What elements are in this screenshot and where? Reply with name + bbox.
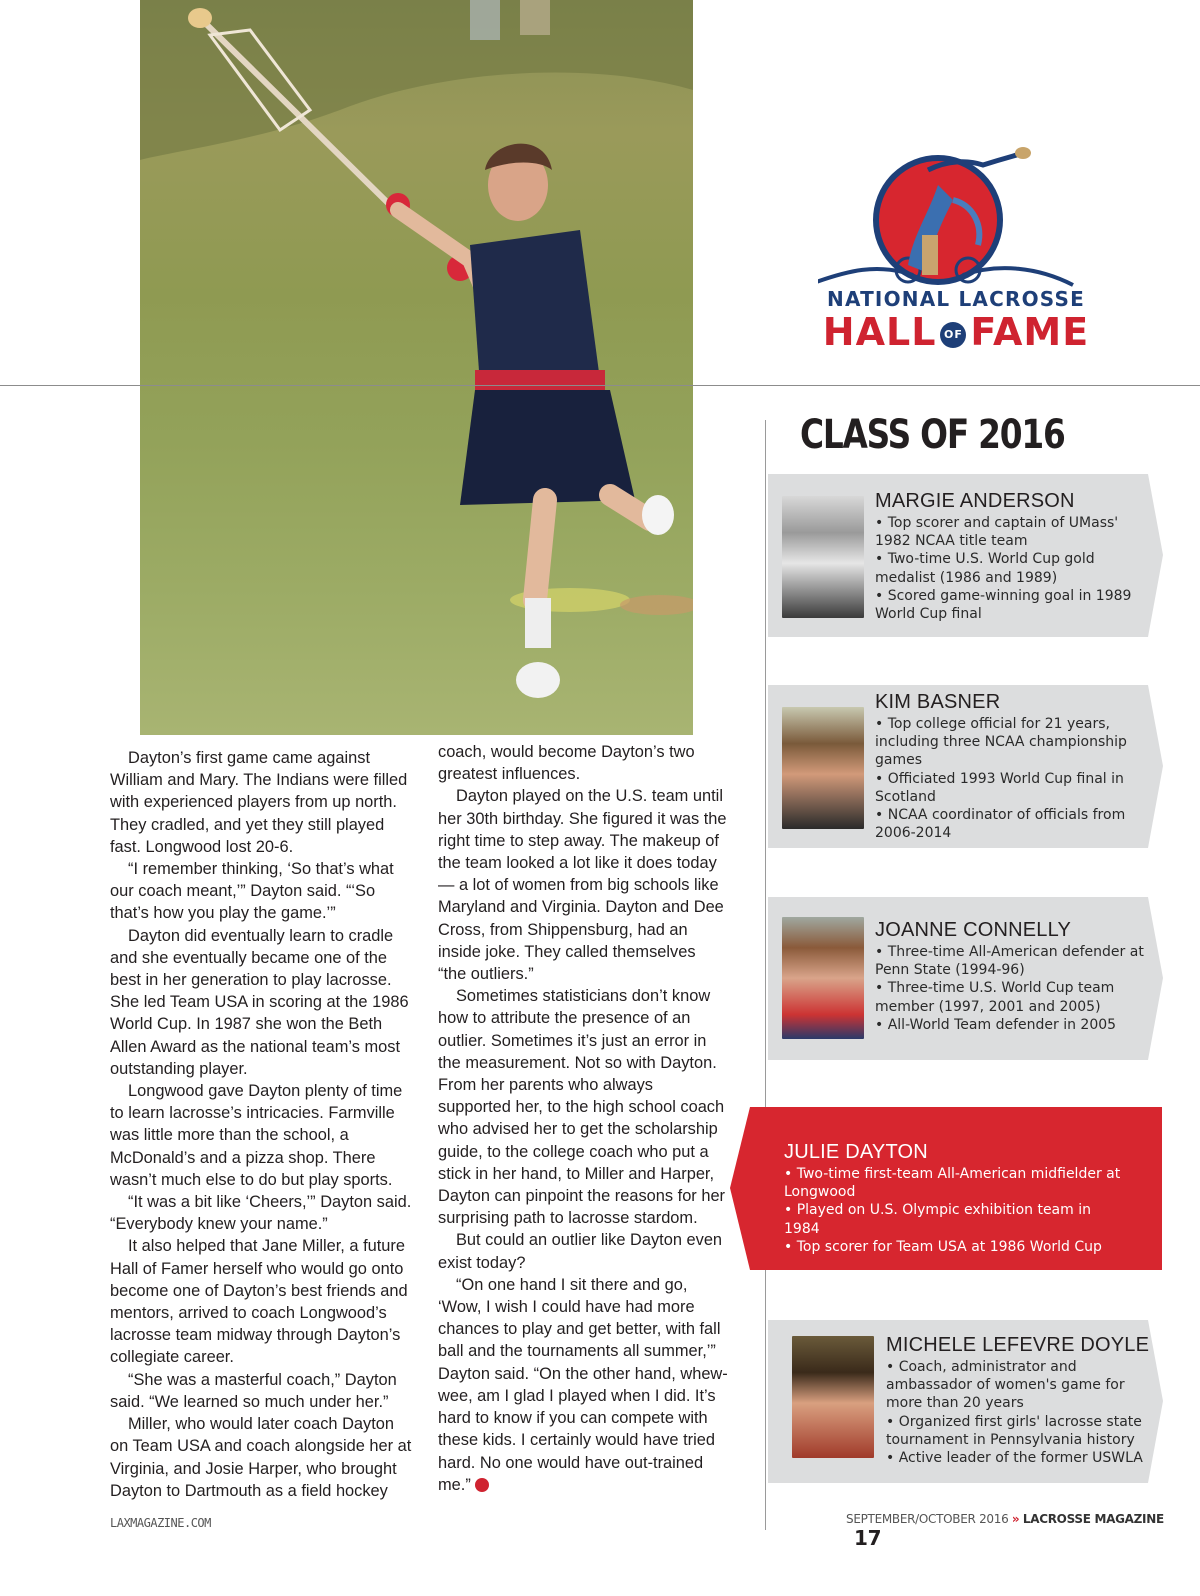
inductee-photo — [782, 496, 864, 618]
article-paragraph: Sometimes statisticians don’t know how to attribute the presence of an outlier. Sometimes it’s just an error in the measurement. Not so with Dayton. From her parents who always supported her, to the high school coach who advised her to get the scholarship guide, to the college coach who put a stick in her hand, to Miller and Harper, Dayton can pinpoint the reasons for her surprising path to lacrosse stardom. — [438, 987, 726, 1228]
article-paragraph: “It was a bit like ‘Cheers,’” Dayton said. “Everybody knew your name.” — [110, 1193, 412, 1234]
article-paragraph: Dayton played on the U.S. team until her 30th birthday. She figured it was the right time to step away. The makeup of the team looked a lot like it does today — a lot of women from big schools like Maryland and Virginia. Dayton and Dee Cross, from Shippensburg, had an inside joke. They called themselves “the outliers.” — [438, 787, 727, 984]
article-paragraph: “She was a masterful coach,” Dayton said. “We learned so much under her.” — [110, 1370, 397, 1411]
article-final-text: “On one hand I sit there and go, ‘Wow, I wish I could have had more chances to play and get better, with fall ball and the tournaments all summer,’” Dayton said. “On the other hand, whew-wee, am I glad I played when I did. It’s hard to know if you can compete with these kids. I certainly would have tried hard. No one would have out-trained me.” — [438, 1275, 728, 1494]
footer-folio — [846, 1512, 1200, 1550]
inductee-name: JULIE DAYTON — [784, 1141, 928, 1163]
inductee-bullet: • Top scorer for Team USA at 1986 World Cup — [784, 1238, 1124, 1256]
inductee-bullet: • Two-time U.S. World Cup gold medalist (1986 and 1989) — [875, 550, 1155, 586]
inductee-photo — [792, 1336, 874, 1458]
inductee-bullet: • Organized first girls' lacrosse state tournament in Pennsylvania history — [886, 1413, 1158, 1449]
inductee-card-michele-lefevre-doyle — [768, 1320, 1163, 1483]
class-of-2016-title: CLASS OF 2016 — [800, 412, 1065, 458]
page-number: 17 — [854, 1526, 882, 1550]
logo-word-fame: FAME — [970, 310, 1090, 354]
article-paragraph: Longwood gave Dayton plenty of time to learn lacrosse’s intricacies. Farmville was little more than the school, a McDonald’s and a pizza shop. There wasn’t much else to do but play sports. — [110, 1082, 403, 1189]
article-paragraph: Miller, who would later coach Dayton on Team USA and coach alongside her at Virginia, and Josie Harper, who brought Dayton to Dartmouth as a field hockey — [110, 1415, 412, 1500]
inductee-card-joanne-connelly — [768, 897, 1163, 1060]
inductee-photo — [782, 917, 864, 1039]
article-paragraph: But could an outlier like Dayton even exist today? — [438, 1231, 723, 1272]
inductee-card-margie-anderson — [768, 474, 1163, 637]
logo-of-badge: OF — [940, 322, 966, 348]
article-paragraph-final — [438, 1274, 728, 1496]
article-paragraph: Dayton did eventually learn to cradle and she eventually became one of the best in her generation to play lacrosse. She led Team USA in scoring at the 1986 World Cup. In 1987 she won the Beth Allen Award as the national team’s most outstanding player. — [110, 926, 409, 1078]
inductee-photo — [782, 707, 864, 829]
article-paragraph: It also helped that Jane Miller, a future Hall of Famer herself who would go onto become one of Dayton’s best friends and mentors, arrived to coach Longwood’s lacrosse team midway through Dayton’s collegiate career. — [110, 1237, 408, 1367]
end-mark-icon — [475, 1478, 489, 1492]
inductee-name: JOANNE CONNELLY — [875, 919, 1072, 941]
inductee-card-julie-dayton — [730, 1107, 1162, 1270]
inductee-bullet: • NCAA coordinator of officials from 2006-2014 — [875, 806, 1157, 842]
inductee-bullet: • Top scorer and captain of UMass' 1982 NCAA title team — [875, 514, 1155, 550]
logo-text-national-lacrosse: NATIONAL LACROSSE — [827, 287, 1085, 311]
inductee-bullet: • Coach, administrator and ambassador of women's game for more than 20 years — [886, 1358, 1158, 1413]
inductee-bullet: • Two-time first-team All-American midfielder at Longwood — [784, 1165, 1124, 1201]
inductee-bullet: • Scored game-winning goal in 1989 World Cup final — [875, 587, 1155, 623]
logo-text-hall-of-fame — [816, 310, 1096, 354]
inductee-bullet: • Three-time U.S. World Cup team member (1997, 2001 and 2005) — [875, 979, 1157, 1015]
article-column-1 — [110, 747, 416, 1502]
horizontal-divider — [0, 385, 1200, 386]
inductee-bullet: • Three-time All-American defender at Penn State (1994-96) — [875, 943, 1157, 979]
footer-separator: » — [1011, 1512, 1020, 1526]
footer-site: LAXMAGAZINE.COM — [110, 1516, 211, 1530]
logo-word-hall: HALL — [822, 310, 937, 354]
inductee-name: MARGIE ANDERSON — [875, 490, 1075, 512]
footer-issue: SEPTEMBER/OCTOBER 2016 — [846, 1512, 1009, 1526]
inductee-card-kim-basner — [768, 685, 1163, 848]
inductee-bullet: • Officiated 1993 World Cup final in Scotland — [875, 770, 1157, 806]
article-paragraph: Dayton’s first game came against William and Mary. The Indians were filled with experienced players from up north. They cradled, and yet they still played fast. Longwood lost 20-6. — [110, 749, 408, 856]
inductee-bullet: • All-World Team defender in 2005 — [875, 1016, 1157, 1034]
inductee-bullet: • Active leader of the former USWLA — [886, 1449, 1158, 1467]
inductee-name: KIM BASNER — [875, 691, 1001, 713]
article-paragraph: “I remember thinking, ‘So that’s what our coach meant,’” Dayton said. “‘So that’s how you play the game.’” — [110, 860, 394, 923]
article-column-2 — [438, 741, 728, 1496]
inductee-name: MICHELE LEFEVRE DOYLE — [886, 1334, 1150, 1356]
inductee-bullet: • Top college official for 21 years, including three NCAA championship games — [875, 715, 1157, 770]
inductee-bullet: • Played on U.S. Olympic exhibition team in 1984 — [784, 1201, 1124, 1237]
footer-magazine: LACROSSE MAGAZINE — [1022, 1512, 1164, 1526]
sidebar-divider — [765, 420, 766, 1530]
article-paragraph: coach, would become Dayton’s two greatest influences. — [438, 743, 695, 784]
hero-photo — [140, 0, 693, 735]
